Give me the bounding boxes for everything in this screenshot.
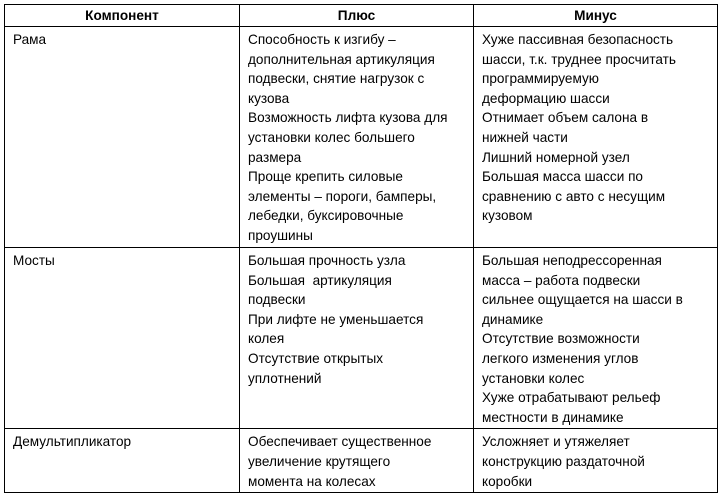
header-row xyxy=(5,5,718,27)
header-minus: Минус xyxy=(474,5,718,27)
plus-line: установки колес большего xyxy=(248,129,415,145)
plus-line: проушины xyxy=(248,227,313,243)
plus-line: подвески xyxy=(248,292,306,308)
minus-line: Лишний номерной узел xyxy=(482,149,630,165)
plus-line: дополнительная артикуляция xyxy=(248,51,435,67)
plus-cell xyxy=(240,27,474,248)
plus-line: лебедки, буксировочные xyxy=(248,208,404,224)
minus-line: Большая неподрессоренная xyxy=(482,253,662,268)
plus-line: Большая артикуляция xyxy=(248,272,392,288)
minus-cell xyxy=(474,248,718,429)
plus-line: При лифте не уменьшается xyxy=(248,311,424,327)
plus-line: Большая прочность узла xyxy=(248,253,406,268)
minus-line: сравнению с авто с несущим xyxy=(482,188,666,204)
table-row xyxy=(5,429,718,493)
plus-line: момента на колесах xyxy=(248,473,376,489)
minus-line: деформацию шасси xyxy=(482,90,610,106)
minus-line: шасси, т.к. труднее просчитать xyxy=(482,51,676,67)
minus-line: масса – работа подвески xyxy=(482,272,641,288)
comparison-table xyxy=(4,4,718,493)
plus-line: Обеспечивает существенное xyxy=(248,434,432,450)
minus-line: Усложняет и утяжеляет xyxy=(482,434,630,450)
plus-line: увеличение крутящего xyxy=(248,453,391,469)
minus-line: программируемую xyxy=(482,71,599,87)
minus-line: Хуже отрабатывают рельеф xyxy=(482,390,661,406)
minus-line: кузовом xyxy=(482,208,533,224)
minus-line: установки колес xyxy=(482,370,585,386)
minus-line: конструкцию раздаточной xyxy=(482,453,645,469)
plus-line: колея xyxy=(248,331,285,347)
plus-line: Возможность лифта кузова для xyxy=(248,110,448,126)
minus-line: динамике xyxy=(482,311,544,327)
plus-line: кузова xyxy=(248,90,290,106)
minus-line: Большая масса шасси по xyxy=(482,169,643,185)
plus-line: Проще крепить силовые xyxy=(248,169,403,185)
plus-line: Отсутствие открытых xyxy=(248,350,384,366)
plus-line: подвески, снятие нагрузок с xyxy=(248,71,425,87)
component-cell: Мосты xyxy=(5,248,240,429)
minus-line: легкого изменения углов xyxy=(482,350,639,366)
plus-cell xyxy=(240,248,474,429)
header-plus: Плюс xyxy=(240,5,474,27)
minus-line: Отнимает объем салона в xyxy=(482,110,649,126)
minus-cell xyxy=(474,429,718,493)
minus-line: местности в динамике xyxy=(482,409,624,425)
minus-cell xyxy=(474,27,718,248)
plus-cell xyxy=(240,429,474,493)
header-component: Компонент xyxy=(5,5,240,27)
plus-line: Способность к изгибу – xyxy=(248,32,396,47)
minus-line: сильнее ощущается на шасси в xyxy=(482,292,683,308)
component-cell: Рама xyxy=(5,27,240,248)
plus-line: размера xyxy=(248,149,302,165)
plus-line: уплотнений xyxy=(248,370,322,386)
minus-line: коробки xyxy=(482,473,533,489)
minus-line: Хуже пассивная безопасность xyxy=(482,32,674,47)
plus-line: элементы – пороги, бамперы, xyxy=(248,188,437,204)
minus-line: Отсутствие возможности xyxy=(482,331,640,347)
component-cell: Демультипликатор xyxy=(5,429,240,493)
table-row xyxy=(5,27,718,248)
table-row xyxy=(5,248,718,429)
minus-line: нижней части xyxy=(482,129,568,145)
